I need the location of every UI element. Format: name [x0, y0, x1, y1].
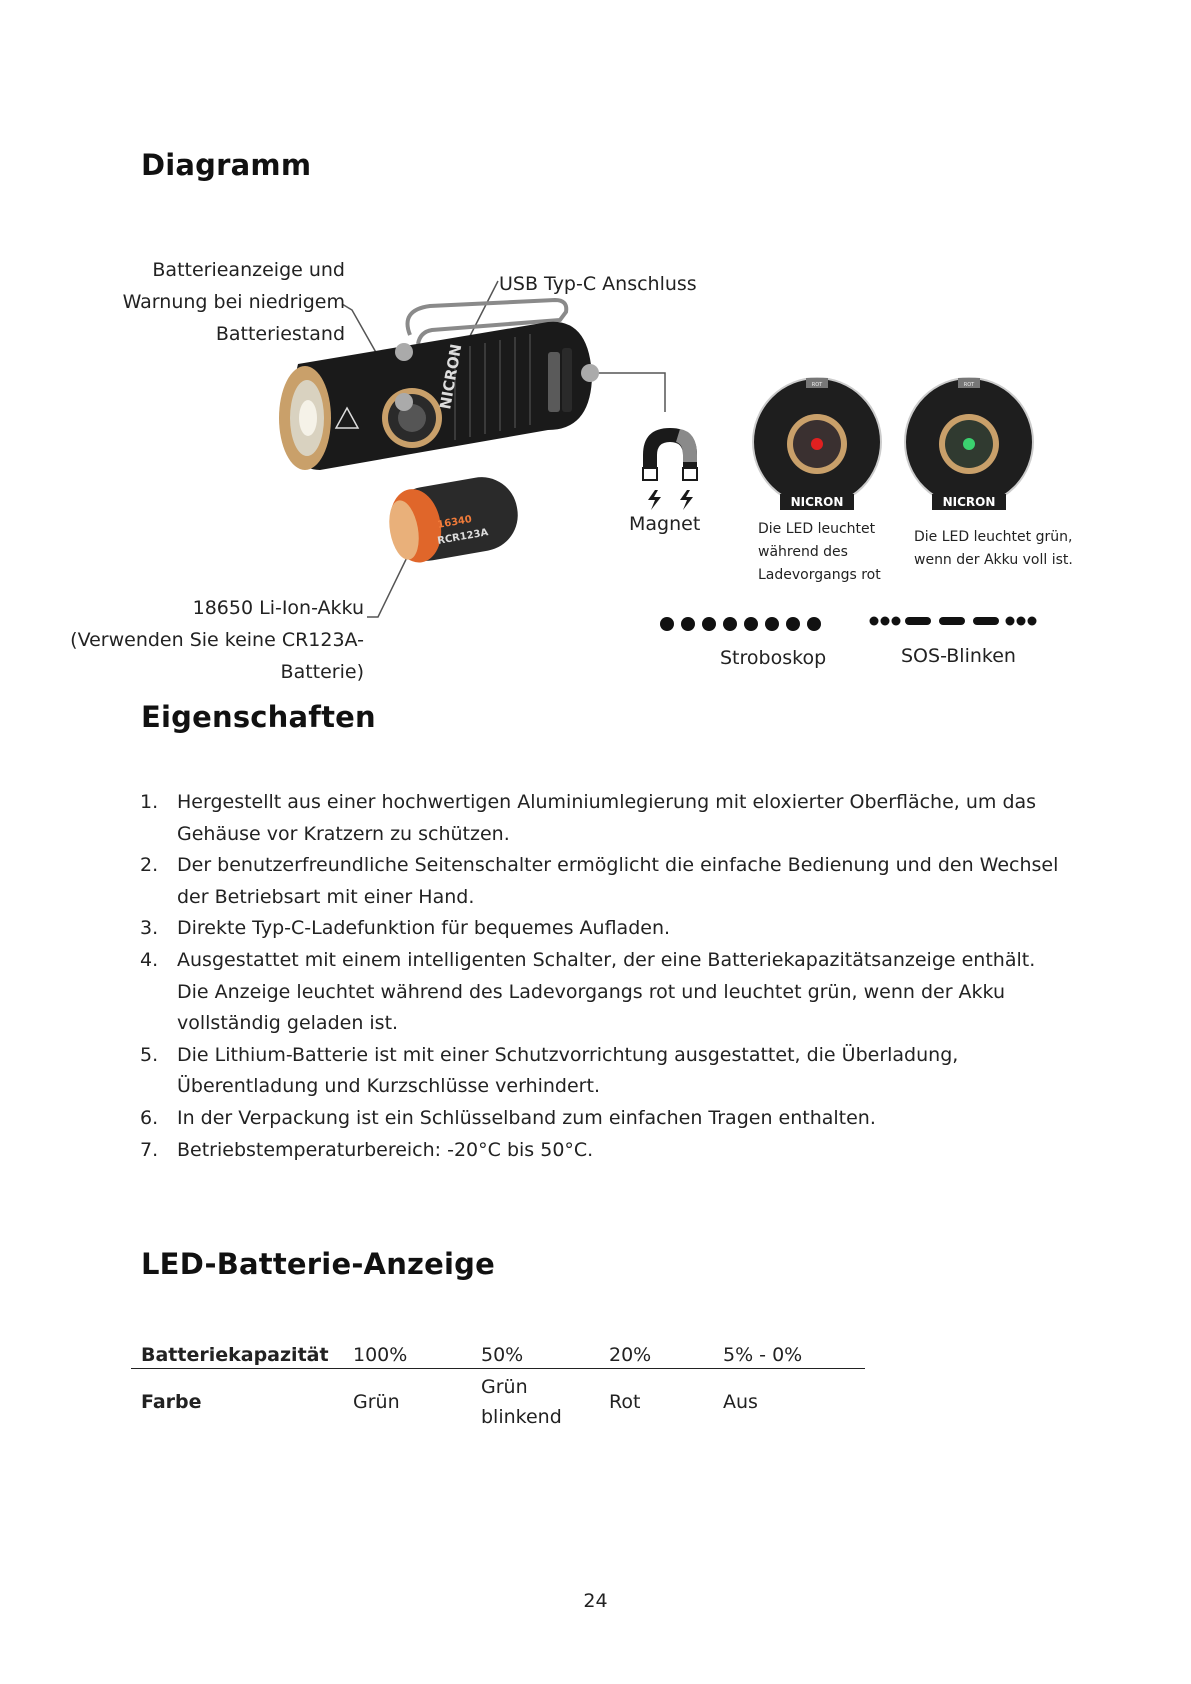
page-number: 24	[583, 1590, 608, 1612]
battery-indicator-table	[131, 1328, 865, 1435]
table-cell: Aus	[723, 1391, 758, 1413]
feature-item: 6. In der Verpackung ist ein Schlüsselband zum einfachen Tragen enthalten.	[140, 1106, 876, 1129]
led-red-caption: Die LED leuchtet während des Ladevorgangs rot	[758, 521, 881, 583]
led-red-charging-photo	[753, 378, 881, 510]
switch-label-red: ROT	[811, 382, 823, 388]
battery-illustration	[385, 471, 524, 566]
strobe-label: Stroboskop	[720, 647, 827, 669]
table-cell: Batteriekapazität	[131, 1328, 343, 1369]
table-cell: Farbe	[141, 1391, 202, 1413]
led-green-brand-text: NICRON	[942, 495, 996, 509]
table-cell: Rot	[609, 1391, 641, 1413]
features-heading: Eigenschaften	[141, 700, 376, 734]
table-cell: 20%	[599, 1328, 713, 1369]
features-list	[140, 787, 1070, 1166]
table-cell: 50%	[471, 1328, 599, 1369]
sos-pattern-icon	[870, 617, 1037, 626]
led-battery-heading: LED-Batterie-Anzeige	[141, 1247, 495, 1281]
usb-label: USB Typ-C Anschluss	[499, 273, 697, 295]
feature-item: 4. Ausgestattet mit einem intelligenten Schalter, der eine Batteriekapazitätsanzeige enthält. Die Anzeige leuchtet während des Ladevorgangs rot und leuchtet grün, wenn der Akku vollständig geladen ist.	[140, 948, 1036, 1035]
table-cell: 100%	[343, 1328, 471, 1369]
switch-label-green: ROT	[963, 382, 975, 388]
sos-label: SOS-Blinken	[901, 645, 1016, 667]
feature-item: 7. Betriebstemperaturbereich: -20°C bis 50°C.	[140, 1138, 594, 1161]
battery-model-text-2: RCR123A	[436, 527, 490, 547]
leader-line-magnet	[590, 373, 665, 412]
feature-item: 5. Die Lithium-Batterie ist mit einer Schutzvorrichtung ausgestattet, die Überladung, Überentladung und Kurzschlüsse verhindert.	[140, 1043, 959, 1098]
magnet-label: Magnet	[629, 513, 701, 535]
strobe-pattern-icon	[660, 617, 821, 631]
feature-item: 3. Direkte Typ-C-Ladefunktion für bequemes Aufladen.	[140, 917, 671, 940]
diagram-heading: Diagramm	[141, 148, 312, 182]
feature-item: 1. Hergestellt aus einer hochwertigen Aluminiumlegierung mit eloxierter Oberfläche, um das Gehäuse vor Kratzern zu schützen.	[140, 791, 1037, 845]
battery-indicator-label: Batterieanzeige und Warnung bei niedrigem Batteriestand	[122, 259, 345, 345]
magnet-icon	[643, 428, 697, 510]
feature-item: 2. Der benutzerfreundliche Seitenschalter ermöglicht die einfache Bedienung und den Wechsel der Betriebsart mit einer Hand.	[140, 854, 1059, 908]
table-header-row	[131, 1328, 865, 1369]
led-green-caption: Die LED leuchtet grün, wenn der Akku voll ist.	[914, 529, 1073, 568]
battery-model-text-1: 16340	[436, 514, 473, 531]
led-green-full-photo	[905, 378, 1033, 510]
table-cell: 5% - 0%	[713, 1328, 865, 1369]
table-cell: Grün	[353, 1391, 400, 1413]
table-row	[131, 1369, 865, 1436]
battery-type-label: 18650 Li-Ion-Akku (Verwenden Sie keine CR123A- Batterie)	[70, 597, 364, 683]
table-cell: Grün blinkend	[481, 1376, 562, 1428]
led-red-brand-text: NICRON	[790, 495, 844, 509]
flashlight-brand-text: NICRON	[436, 342, 466, 411]
